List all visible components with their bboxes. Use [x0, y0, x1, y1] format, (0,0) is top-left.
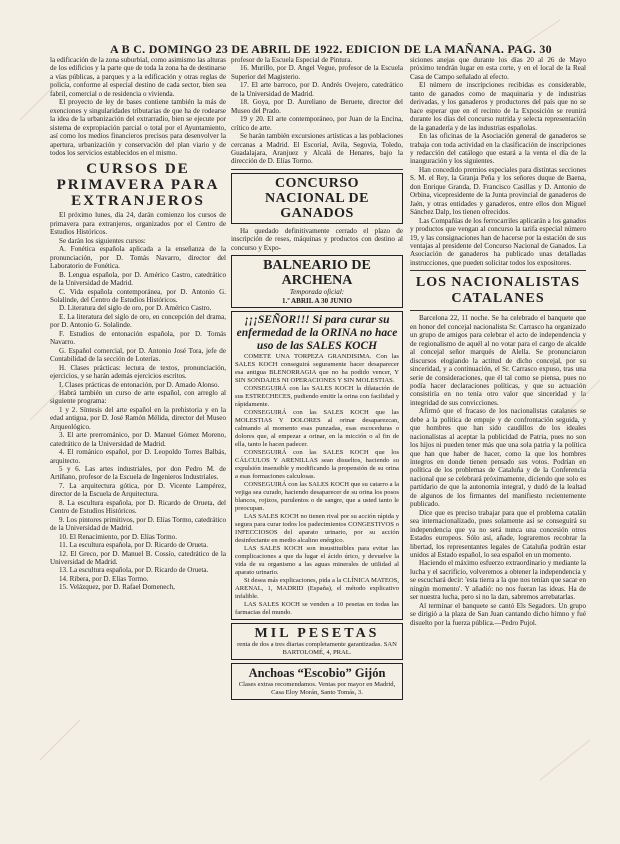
- ad-mil-pesetas-title: MIL PESETAS: [254, 626, 380, 642]
- paragraph: CONSEGUIRÁ con las SALES KOCH que las MOLESTIAS Y DOLORES al orinar desaparezcan, calmando al momento esas punzadas, esas escoceduras o dolores que, al empezar a orinar, en la micción o al fin de ella, tanto le hacen padecer.: [235, 409, 399, 449]
- paragraph: LAS SALES KOCH se venden a 10 pesetas en todas las farmacias del mundo.: [235, 601, 399, 617]
- paragraph: 3. El arte prerrománico, por D. Manuel Gómez Moreno, catedrático de la Universidad de Madrid.: [50, 431, 226, 448]
- paragraph: CONSEGUIRÁ con las SALES KOCH que su catarro a la vejiga sea curado, haciendo desaparecer de su orina los posos blancos, rojizos, purulentos o de sangre, que a usted tanto le preocupan.: [235, 481, 399, 513]
- paragraph: COMETE UNA TORPEZA GRANDISIMA. Con las SALES KOCH conseguirá seguramente hacer desaparecer esa antigua BLENORRAGIA que no ha podido vencer, Y SIN SONDAJES NI OPERACIONES Y SIN MOLESTIAS.: [235, 353, 399, 385]
- paragraph: Barcelona 22, 11 noche. Se ha celebrado el banquete que en honor del concejal nacionalista Sr. Carrasco ha organizado un grupo de amigos para celebrar el acto de independencia y de regionalismo de aquél al no votar para el cargo de alcalde al concejal señor marqués de Alella. Se pronunciaron discursos elogiando la actitud de dicho concejal, por su sinceridad, y a continuación, el Sr. Carrasco expuso, tras una serie de consideraciones, que él tal como se piensa, pues no podía hacer declaraciones políticas, y que su actuación consistiría en no tenía otro valor que sinceridad y la integridad de sus convicciones.: [410, 314, 586, 407]
- paragraph: C. Vida española contemporánea, por D. Antonio G. Solalinde, del Centro de Estudios Históricos.: [50, 287, 226, 304]
- column-1: [50, 56, 226, 592]
- paragraph: la edificación de la zona suburbial, como asimismo las alturas de los edificios y la parte que de toda la zona ha de destinarse a vías públicas, a parques y a la edificación y otras reglas de policía, conforme al especial destino de cada sector, bien sea fabril, comercial o de residencia o vivienda.: [50, 56, 226, 98]
- paragraph: 12. El Greco, por D. Manuel B. Cossío, catedrático de la Universidad de Madrid.: [50, 549, 226, 567]
- paragraph: 11. La escultura española, por D. Ricardo de Orueta.: [59, 541, 209, 550]
- paragraph: Dice que es preciso trabajar para que el problema catalán sea internacionalizado, pues solamente así se conseguirá su independencia que ya no será nunca una concesión otros Estados europeos. Sólo así, añade, lograremos recobrar la libertad, los representantes legales de Cataluña podrán estar unidos al Estado español, lo sea español en un momento.: [410, 508, 586, 560]
- ad-balneario-title: BALNEARIO DE ARCHENA: [263, 258, 371, 289]
- paragraph: Al terminar el banquete se cantó Els Segadors. Un grupo se dirigió a la plaza de San Juan cantando dicho himno y fué disuelto por la fuerza pública.—Pedro Pujol.: [410, 601, 586, 627]
- paragraph: 8. La escultura española, por D. Ricardo de Orueta, del Centro de Estudios Históricos.: [50, 498, 226, 516]
- paragraph: Haciendo el máximo esfuerzo extraordinario y mediante la lucha y el sacrificio, volveremos a obtener la independencia y se escuchará decir: 'esta tierra a la que nos tenían que sacar en ningún momento'. Y añadió: no nos fueran las ideas. Ha de ser nuestra lucha, pero si no la dan, sabremos arrebatarlas.: [410, 559, 586, 602]
- ad-sales-koch-title: ¡¡¡SEÑOR!!! Si para curar su enfermedad de la ORINA no hace uso de las SALES KOCH: [236, 314, 398, 353]
- column-2: [231, 56, 403, 703]
- paragraph: siciones anejas que durante los días 20 al 26 de Mayo próximo tendrán lugar en esta corte, y en el local de la Real Casa de Campo señalado al efecto.: [410, 56, 586, 81]
- paragraph: El próximo lunes, día 24, darán comienzo los cursos de primavera para extranjeros, organizados por el Centro de Estudios Históricos.: [50, 211, 226, 237]
- paragraph: 15. Velázquez, por D. Rafael Domenech,: [59, 583, 175, 592]
- column-3: [410, 56, 586, 627]
- ad-balneario-sub: Temporada oficial:: [289, 288, 345, 297]
- divider: [231, 169, 403, 170]
- paragraph: Se darán los siguientes cursos:: [59, 236, 146, 245]
- paragraph: A. Fonética española aplicada a la enseñanza de la pronunciación, por D. Tomás Navarro, director del Laboratorio de Fonética.: [50, 245, 226, 271]
- paragraph: Ha quedado definitivamente cerrado el plazo de inscripción de reses, máquinas y productos con destino al concurso y Expo-: [231, 226, 403, 252]
- paragraph: 4. El románico español, por D. Leopoldo Torres Balbás, arquitecto.: [50, 448, 226, 465]
- article-title-cursos: CURSOS DE PRIMAVERA PARA EXTRANJEROS: [56, 161, 220, 210]
- paragraph: E. La literatura del siglo de oro, en concepción del drama, por D. Antonio G. Solalinde.: [50, 312, 226, 330]
- concurso-heading-box: [231, 173, 403, 224]
- paragraph: CONSEGUIRÁ con las SALES KOCH la dilatación de sus ESTRECHECES, pudiendo emitir la orina con facilidad y rápidamente.: [235, 385, 399, 409]
- ad-balneario: [231, 255, 403, 308]
- paragraph: 19 y 20. El arte contemporáneo, por Juan de la Encina, crítico de arte.: [231, 115, 403, 132]
- ad-anchoas-title: Anchoas “Escobio” Gijón: [248, 666, 386, 681]
- paragraph: 13. La escultura española, por D. Ricardo de Orueta.: [59, 566, 209, 575]
- paragraph: Afirmó que el fracaso de los nacionalistas catalanes se debe a la política de empuje y de confrontación seguida, y que hombres que han sido caudillos de los ideales nacionalistas al aceptar la publicidad de Patria, pues no son los hijos ni pueden tener más que una sola patria y la política que han que haber de hacer, como la que los hombres íntegros en donde tienen pensado sus votos. Podrían en política de los problemas de Cataluña y de la Conferencia nacional que se celebrará próximamente, diciendo que solo es partidario de que la autonomía integral, y dudó de la lealtad de algunos de los firmantes del manifiesto recientemente publicado.: [410, 407, 586, 509]
- ad-mil-pesetas: [231, 623, 403, 660]
- paragraph: Si desea más explicaciones, pida a la CLÍNICA MATEOS, ARENAL, 1, MADRID (España), el método explicativo infalible.: [235, 577, 399, 601]
- paragraph: 1 y 2. Síntesis del arte español en la prehistoria y en la edad antigua, por D. José Ramón Mélida, director del Museo Arqueológico.: [50, 405, 226, 431]
- article-title-concurso: CONCURSO NACIONAL DE GANADOS: [265, 175, 369, 221]
- paragraph: Han concedido premios especiales para distintas secciones S. M. el Rey, la Granja Peña y los señores duque de Baena, don Enrique Granda, D. Francisco Casillas y D. Antonio de Orbina, vicepresidente de la Junta provincial de ganaderos de Jaén, y otras entidades y ganaderos, entre ellos don Miguel Sánchez Dalp, los tienen ofrecidos.: [410, 165, 586, 217]
- paragraph: Habrá también un curso de arte español, con arreglo al siguiente programa:: [50, 388, 226, 406]
- ad-mil-pesetas-body: renta de dos a tres diarias completamente garantizadas. SAN BARTOLOMÉ, 4, PRAL.: [237, 641, 397, 657]
- paragraph: 5 y 6. Las artes industriales, por don Pedro M. de Artíñano, profesor de la Escuela de Ingenieros Industriales.: [50, 465, 226, 482]
- paragraph: B. Lengua española, por D. Américo Castro, catedrático de la Universidad de Madrid.: [50, 270, 226, 288]
- article-body-nacionalistas: [410, 314, 586, 627]
- paragraph: CONSEGUIRÁ con las SALES KOCH que los CÁLCULOS Y ARENILLAS sean disueltos, haciendo su expulsión insensible y modificando la propensión de su orina a esas formaciones calculosas.: [235, 449, 399, 481]
- paragraph: H. Clases prácticas: lectura de textos, pronunciación, ejercicios, y se harán además ejercicios escritos.: [50, 363, 226, 381]
- paragraph: 14. Ribera, por D. Elías Tormo.: [59, 574, 149, 583]
- page-header: A B C. DOMINGO 23 DE ABRIL DE 1922. EDICION DE LA MAÑANA. PAG. 30: [110, 42, 552, 56]
- ad-balneario-dates: 1.º ABRIL A 30 JUNIO: [282, 296, 352, 305]
- paragraph: LAS SALES KOCH no tienen rival por su acción rápida y segura para curar todos los padecimientos CONGESTIVOS o INFECCIOSOS del aparato urinario, por su acción desinfectante en medio alcalino enérgico.: [235, 513, 399, 545]
- paragraph: 16. Murillo, por D. Angel Vegue, profesor de la Escuela Superior del Magisterio.: [231, 64, 403, 81]
- paragraph: Se harán también excursiones artísticas a las poblaciones cercanas a Madrid. El Escorial, Avila, Segovia, Toledo, Guadalajara, Aranjuez y Alcalá de Henares, bajo la dirección de D. Elías Tormo.: [231, 132, 403, 166]
- divider: [410, 270, 586, 271]
- paragraph: 9. Los pintores primitivos, por D. Elías Tormo, catedrático de la Universidad de Madrid.: [50, 515, 226, 533]
- ad-sales-koch: [231, 311, 403, 620]
- ad-anchoas: [231, 663, 403, 700]
- ad-anchoas-body: Clases extras recomendamos. Ventas por mayor en Madrid, Casa Eloy Morán, Santo Tomás, 3.: [238, 681, 396, 697]
- paragraph: 18. Goya, por D. Aureliano de Beruete, director del Museo del Prado.: [231, 98, 403, 115]
- article-concurso-continued: [410, 56, 586, 267]
- divider: [410, 310, 586, 311]
- paragraph: El número de inscripciones recibidas es considerable, tanto de ganados como de maquinaria y de industrias derivadas, y los ganaderos y productores del país que no se hace esperar que en el recinto de la Exposición se reunirá durante los días del concurso nutrida y selecta representación de la ganadería y de las industrias españolas.: [410, 81, 586, 132]
- ad-sales-koch-body: [235, 353, 399, 617]
- paragraph: F. Estudios de entonación española, por D. Tomás Navarro.: [50, 329, 226, 347]
- paragraph: El proyecto de ley de bases contiene también la más de exenciones y singularidades tributarias de que ha de rodearse la idea de la urbanización del extrarradio, bien se ejecute por sistema de expropiación parcial o total por el Ayuntamiento, así como los medios financieros precisos para desenvolver la apertura, urbanización y conservación del plan viario y de todos los servicios establecidos en el mismo.: [50, 98, 226, 157]
- article-body-cursos: [50, 211, 226, 591]
- paragraph: LAS SALES KOCH son insustituibles para evitar las complicaciones a que da lugar el ácido úrico, y devuelve la vida de su organismo a las aguas minerales de utilidad al aparato urinario.: [235, 545, 399, 577]
- paragraph: Las Compañías de los ferrocarriles aplicarán a los ganados y productos que vengan al concurso la tarifa especial número 19, y las consignaciones han de hacerse por la estación de sus ventajas al presidente del Concurso Nacional de Ganados. La Asociación de ganaderos ha publicado unas detalladas instrucciones, que pueden solicitar todos los expositores.: [410, 216, 586, 267]
- article-continued: [231, 56, 403, 166]
- paragraph: D. Literatura del siglo de oro, por D. Américo Castro.: [59, 304, 212, 313]
- paragraph: 10. El Renacimiento, por D. Elías Tormo.: [59, 532, 177, 541]
- paragraph: 17. El arte barroco, por D. Andrés Ovejero, catedrático de la Universidad de Madrid.: [231, 81, 403, 98]
- paragraph: I. Clases prácticas de entonación, por D. Amado Alonso.: [59, 380, 220, 389]
- paragraph: 7. La arquitectura gótica, por D. Vicente Lampérez, director de la Escuela de Arquitectura.: [50, 481, 226, 499]
- article-title-nacionalistas: LOS NACIONALISTAS CATALANES: [415, 275, 581, 307]
- paragraph: profesor de la Escuela Especial de Pintura.: [231, 56, 353, 64]
- paragraph: G. Español comercial, por D. Antonio José Tora, jefe de Contabilidad de la sección de Loterías.: [50, 346, 226, 364]
- paragraph: En las oficinas de la Asociación general de ganaderos se trabaja con toda actividad en la clasificación de inscripciones y redacción del catálogo que estará a la venta el día de la inauguración y los siguientes.: [410, 132, 586, 166]
